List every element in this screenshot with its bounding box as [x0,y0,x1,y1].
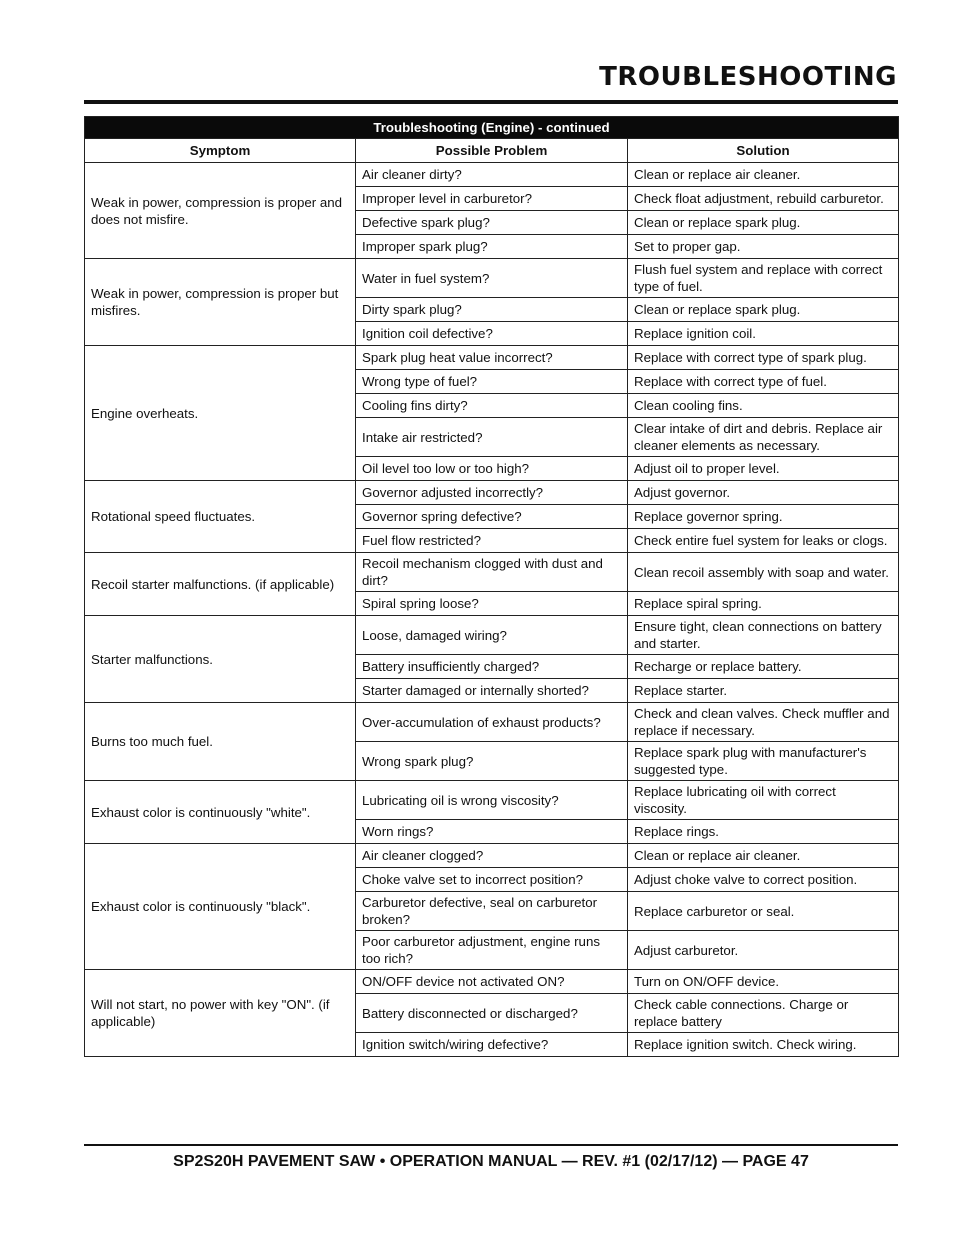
footer-divider [84,1144,898,1146]
symptom-cell: Rotational speed fluctuates. [85,481,356,553]
problem-cell: Recoil mechanism clogged with dust and dirt? [356,553,628,592]
problem-cell: Spark plug heat value incorrect? [356,346,628,370]
table-row [85,163,899,187]
solution-cell: Replace carburetor or seal. [628,892,899,931]
table-caption: Troubleshooting (Engine) - continued [85,117,899,139]
solution-cell: Replace with correct type of fuel. [628,370,899,394]
problem-cell: Choke valve set to incorrect position? [356,868,628,892]
table-row [85,781,899,820]
solution-cell: Flush fuel system and replace with correct type of fuel. [628,259,899,298]
page-footer: SP2S20H PAVEMENT SAW • OPERATION MANUAL — REV. #1 (02/17/12) — PAGE 47 [173,1153,809,1170]
symptom-cell: Weak in power, compression is proper but misfires. [85,259,356,346]
page-title: TROUBLESHOOTING [599,62,897,92]
solution-cell: Replace governor spring. [628,505,899,529]
column-header-solution: Solution [628,139,899,163]
solution-cell: Check cable connections. Charge or replace battery [628,994,899,1033]
problem-cell: Carburetor defective, seal on carburetor broken? [356,892,628,931]
problem-cell: Improper spark plug? [356,235,628,259]
problem-cell: ON/OFF device not activated ON? [356,970,628,994]
table-body [85,163,899,1057]
problem-cell: Air cleaner dirty? [356,163,628,187]
solution-cell: Replace ignition switch. Check wiring. [628,1033,899,1057]
solution-cell: Clean or replace spark plug. [628,298,899,322]
problem-cell: Defective spark plug? [356,211,628,235]
problem-cell: Wrong spark plug? [356,742,628,781]
problem-cell: Worn rings? [356,820,628,844]
solution-cell: Check float adjustment, rebuild carburetor. [628,187,899,211]
symptom-cell: Exhaust color is continuously "white". [85,781,356,844]
problem-cell: Governor adjusted incorrectly? [356,481,628,505]
problem-cell: Water in fuel system? [356,259,628,298]
solution-cell: Adjust oil to proper level. [628,457,899,481]
problem-cell: Improper level in carburetor? [356,187,628,211]
column-header-possible-problem: Possible Problem [356,139,628,163]
problem-cell: Intake air restricted? [356,418,628,457]
solution-cell: Replace spiral spring. [628,592,899,616]
solution-cell: Recharge or replace battery. [628,655,899,679]
title-divider [84,100,898,104]
table-row [85,481,899,505]
problem-cell: Spiral spring loose? [356,592,628,616]
table-header-row [85,139,899,163]
solution-cell: Replace with correct type of spark plug. [628,346,899,370]
problem-cell: Battery disconnected or discharged? [356,994,628,1033]
problem-cell: Governor spring defective? [356,505,628,529]
table-row [85,553,899,592]
solution-cell: Replace spark plug with manufacturer's suggested type. [628,742,899,781]
symptom-cell: Engine overheats. [85,346,356,481]
solution-cell: Clear intake of dirt and debris. Replace air cleaner elements as necessary. [628,418,899,457]
solution-cell: Adjust choke valve to correct position. [628,868,899,892]
table-row [85,346,899,370]
problem-cell: Starter damaged or internally shorted? [356,679,628,703]
solution-cell: Check and clean valves. Check muffler and replace if necessary. [628,703,899,742]
column-header-symptom: Symptom [85,139,356,163]
problem-cell: Ignition coil defective? [356,322,628,346]
problem-cell: Air cleaner clogged? [356,844,628,868]
solution-cell: Clean or replace air cleaner. [628,163,899,187]
problem-cell: Cooling fins dirty? [356,394,628,418]
problem-cell: Over-accumulation of exhaust products? [356,703,628,742]
solution-cell: Replace rings. [628,820,899,844]
solution-cell: Replace ignition coil. [628,322,899,346]
solution-cell: Ensure tight, clean connections on battery and starter. [628,616,899,655]
solution-cell: Clean cooling fins. [628,394,899,418]
table-caption-row [85,117,899,139]
symptom-cell: Starter malfunctions. [85,616,356,703]
solution-cell: Replace starter. [628,679,899,703]
problem-cell: Wrong type of fuel? [356,370,628,394]
problem-cell: Oil level too low or too high? [356,457,628,481]
symptom-cell: Exhaust color is continuously "black". [85,844,356,970]
symptom-cell: Burns too much fuel. [85,703,356,781]
solution-cell: Check entire fuel system for leaks or clogs. [628,529,899,553]
symptom-cell: Recoil starter malfunctions. (if applicable) [85,553,356,616]
solution-cell: Adjust carburetor. [628,931,899,970]
symptom-cell: Weak in power, compression is proper and does not misfire. [85,163,356,259]
problem-cell: Dirty spark plug? [356,298,628,322]
problem-cell: Poor carburetor adjustment, engine runs too rich? [356,931,628,970]
problem-cell: Battery insufficiently charged? [356,655,628,679]
problem-cell: Ignition switch/wiring defective? [356,1033,628,1057]
table-row [85,259,899,298]
solution-cell: Turn on ON/OFF device. [628,970,899,994]
table-row [85,703,899,742]
troubleshooting-table [84,116,899,1057]
solution-cell: Adjust governor. [628,481,899,505]
solution-cell: Clean recoil assembly with soap and water. [628,553,899,592]
solution-cell: Set to proper gap. [628,235,899,259]
table-row [85,970,899,994]
solution-cell: Replace lubricating oil with correct viscosity. [628,781,899,820]
solution-cell: Clean or replace air cleaner. [628,844,899,868]
problem-cell: Loose, damaged wiring? [356,616,628,655]
solution-cell: Clean or replace spark plug. [628,211,899,235]
table-row [85,616,899,655]
symptom-cell: Will not start, no power with key "ON". (if applicable) [85,970,356,1057]
problem-cell: Fuel flow restricted? [356,529,628,553]
table-row [85,844,899,868]
problem-cell: Lubricating oil is wrong viscosity? [356,781,628,820]
